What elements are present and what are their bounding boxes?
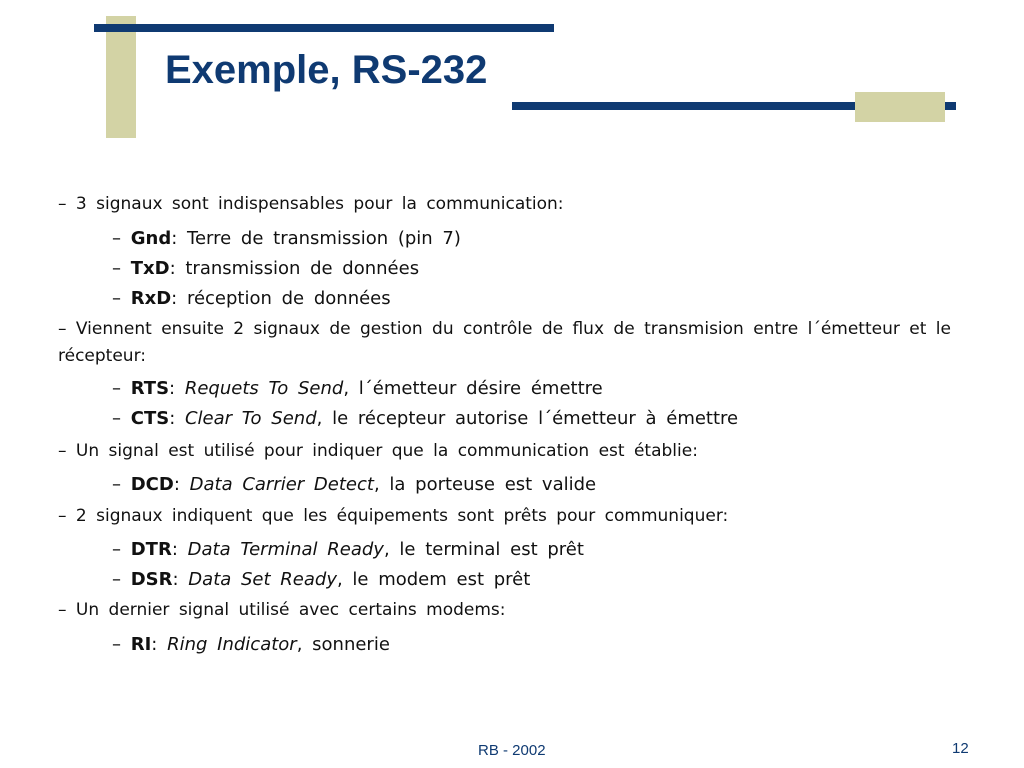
dash-bullet: – [112, 569, 121, 590]
dash-bullet: – [58, 600, 67, 620]
sub-item-dcd [112, 474, 596, 496]
decorative-right-block [855, 92, 945, 122]
signal-term: RTS [130, 378, 170, 399]
signal-full-name: Data Terminal Ready [187, 539, 384, 560]
dash-bullet: – [112, 228, 121, 249]
signal-description: , la porteuse est valide [373, 474, 597, 495]
signal-full-name: Requets To Send [184, 378, 344, 399]
signal-description: , le récepteur autorise l´émetteur à émettre [316, 408, 739, 429]
list-item-1 [58, 193, 564, 215]
sub-item-ri [112, 634, 390, 656]
signal-description: Terre de transmission (pin 7) [187, 228, 461, 249]
dash-bullet: – [112, 378, 121, 399]
list-item-text: 3 signaux sont indispensables pour la communication: [75, 194, 564, 214]
signal-full-name: Data Set Ready [188, 569, 337, 590]
decorative-vertical-bar [106, 16, 136, 138]
sub-item-dsr [112, 569, 530, 591]
sub-item-txd [112, 258, 419, 280]
signal-term: Gnd [130, 228, 172, 249]
signal-description: , sonnerie [296, 634, 390, 655]
signal-full-name: Ring Indicator [167, 634, 297, 655]
signal-term: DCD [130, 474, 174, 495]
dash-bullet: – [112, 539, 121, 560]
signal-description: , le modem est prêt [336, 569, 531, 590]
separator: : [169, 378, 185, 399]
signal-term: DSR [130, 569, 173, 590]
signal-full-name: Clear To Send [184, 408, 317, 429]
sub-item-dtr [112, 539, 584, 561]
list-item-4 [58, 505, 728, 527]
separator: : [172, 569, 189, 590]
sub-item-rts [112, 378, 603, 400]
signal-term: RxD [130, 288, 172, 309]
separator: : [173, 474, 190, 495]
signal-description: réception de données [186, 288, 391, 309]
list-item-2 [58, 316, 978, 370]
list-item-text: 2 signaux indiquent que les équipements sont prêts pour communiquer: [75, 506, 729, 526]
list-item-text: Un signal est utilisé pour indiquer que la communication est établie: [75, 441, 698, 461]
signal-term: RI [130, 634, 152, 655]
signal-term: CTS [130, 408, 170, 429]
dash-bullet: – [58, 194, 67, 214]
sub-item-gnd [112, 228, 461, 250]
signal-description: transmission de données [185, 258, 420, 279]
list-item-text: Viennent ensuite 2 signaux de gestion du contrôle de flux de transmision entre l´émetteur et le récepteur: [58, 319, 951, 366]
signal-description: , l´émetteur désire émettre [343, 378, 603, 399]
dash-bullet: – [112, 408, 121, 429]
separator: : [171, 288, 187, 309]
dash-bullet: – [112, 258, 121, 279]
signal-term: DTR [130, 539, 172, 560]
dash-bullet: – [58, 441, 67, 461]
dash-bullet: – [58, 506, 67, 526]
signal-term: TxD [130, 258, 170, 279]
separator: : [171, 539, 188, 560]
signal-description: , le terminal est prêt [383, 539, 584, 560]
decorative-top-line [94, 24, 554, 32]
separator: : [169, 258, 186, 279]
slide-title: Exemple, RS-232 [165, 48, 488, 92]
list-item-text: Un dernier signal utilisé avec certains modems: [75, 600, 506, 620]
sub-item-cts [112, 408, 738, 430]
sub-item-rxd [112, 288, 391, 310]
dash-bullet: – [112, 288, 121, 309]
signal-full-name: Data Carrier Detect [189, 474, 374, 495]
dash-bullet: – [112, 634, 121, 655]
page-number: 12 [952, 740, 969, 757]
separator: : [169, 408, 185, 429]
dash-bullet: – [112, 474, 121, 495]
separator: : [151, 634, 168, 655]
list-item-3 [58, 440, 698, 462]
dash-bullet: – [58, 319, 67, 339]
footer-author: RB - 2002 [478, 742, 546, 759]
separator: : [171, 228, 188, 249]
list-item-5 [58, 599, 506, 621]
